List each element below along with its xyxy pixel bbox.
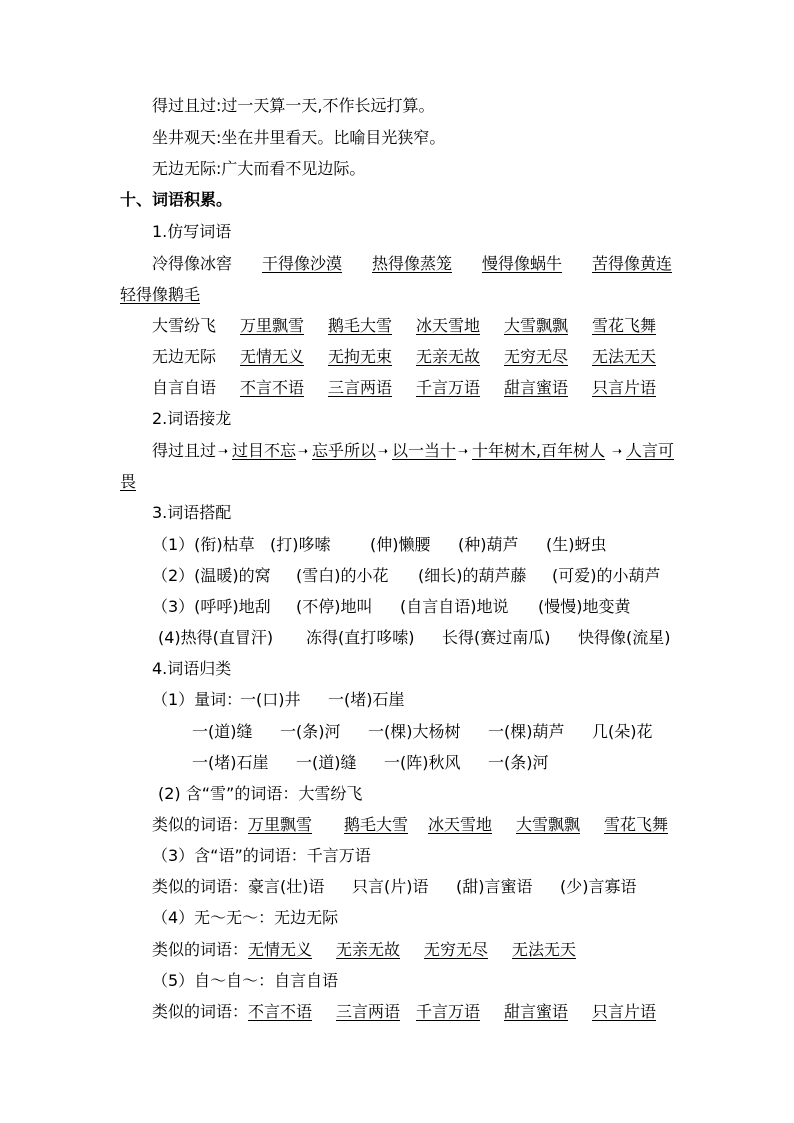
measure-word: 一(堵)石崖 bbox=[328, 690, 405, 709]
classify-q1-label: （1）量词： bbox=[152, 690, 243, 709]
answer-word: (少)言寡语 bbox=[560, 877, 637, 896]
arrow-icon: ➝ bbox=[378, 444, 389, 458]
measure-word: 一(阵)秋风 bbox=[384, 753, 461, 772]
answer-word: (甜)言蜜语 bbox=[456, 877, 533, 896]
similar-label: 类似的词语： bbox=[152, 1002, 249, 1021]
measure-word: 几(朵)花 bbox=[592, 722, 653, 741]
answer-word: 无穷无尽 bbox=[424, 940, 489, 959]
answer-word: 只言片语 bbox=[592, 378, 657, 397]
measure-word: 一(条)河 bbox=[280, 722, 341, 741]
answer-word: 甜言蜜语 bbox=[504, 378, 569, 397]
answer-word: 不言不语 bbox=[240, 378, 305, 397]
measure-word: 一(堵)石崖 bbox=[192, 753, 269, 772]
match-item: (种)葫芦 bbox=[458, 535, 519, 554]
match-item: (4)热得(直冒汗) bbox=[158, 628, 274, 647]
classify-q3-label: （3）含“语”的词语：千言万语 bbox=[152, 846, 371, 865]
answer-word: 雪花飞舞 bbox=[604, 815, 669, 834]
answer-word: 鹅毛大雪 bbox=[344, 815, 409, 834]
chain-word: 过目不忘 bbox=[232, 441, 297, 460]
chain-heading: 2.词语接龙 bbox=[152, 409, 232, 428]
measure-word: 一(口)井 bbox=[240, 690, 301, 709]
example-word: 无边无际 bbox=[152, 347, 217, 366]
measure-word: 一(道)缝 bbox=[192, 722, 253, 741]
match-item: (慢慢)地变黄 bbox=[538, 597, 631, 616]
arrow-icon: ➝ bbox=[298, 444, 309, 458]
section-title: 十、词语积累。 bbox=[120, 190, 233, 209]
answer-word: 千言万语 bbox=[416, 378, 481, 397]
similar-label: 类似的词语： bbox=[152, 877, 249, 896]
match-item: (可爱)的小葫芦 bbox=[552, 566, 661, 585]
arrow-icon: ➝ bbox=[218, 444, 229, 458]
answer-word: 豪言(壮)语 bbox=[248, 877, 325, 896]
match-item: (打)哆嗦 bbox=[270, 535, 331, 554]
chain-word: 十年树木,百年树人 bbox=[472, 441, 606, 460]
match-item: （1）(衔)枯草 bbox=[152, 535, 255, 554]
answer-word: 三言两语 bbox=[328, 378, 393, 397]
classify-heading: 4.词语归类 bbox=[152, 659, 232, 678]
answer-word: 只言片语 bbox=[592, 1002, 657, 1021]
imitate-heading: 1.仿写词语 bbox=[152, 222, 232, 241]
answer-word: 冰天雪地 bbox=[428, 815, 493, 834]
answer-word: 鹅毛大雪 bbox=[328, 316, 393, 335]
match-item: (细长)的葫芦藤 bbox=[418, 566, 527, 585]
idiom-text: 无边无际:广大而看不见边际。 bbox=[152, 159, 366, 178]
measure-word: 一(条)河 bbox=[488, 753, 549, 772]
match-item: （3）(呼呼)地刮 bbox=[152, 597, 271, 616]
idiom-text: 得过且过:过一天算一天,不作长远打算。 bbox=[152, 96, 435, 115]
example-word: 自言自语 bbox=[152, 378, 217, 397]
similar-label: 类似的词语： bbox=[152, 940, 249, 959]
answer-word: 干得像沙漠 bbox=[262, 254, 343, 273]
answer-word: 无亲无故 bbox=[416, 347, 481, 366]
answer-word: 只言(片)语 bbox=[352, 877, 429, 896]
answer-word: 三言两语 bbox=[336, 1002, 401, 1021]
answer-word: 热得像蒸笼 bbox=[372, 254, 453, 273]
example-word: 大雪纷飞 bbox=[152, 316, 217, 335]
match-heading: 3.词语搭配 bbox=[152, 503, 232, 522]
idiom-text: 坐井观天:坐在井里看天。比喻目光狭窄。 bbox=[152, 128, 446, 147]
answer-word: 甜言蜜语 bbox=[504, 1002, 569, 1021]
match-item: 冻得(直打哆嗦) bbox=[306, 628, 415, 647]
similar-label: 类似的词语： bbox=[152, 815, 249, 834]
answer-word: 大雪飘飘 bbox=[516, 815, 581, 834]
measure-word: 一(棵)大杨树 bbox=[368, 722, 461, 741]
classify-q5-label: （5）自～自～：自言自语 bbox=[152, 971, 339, 990]
answer-word: 不言不语 bbox=[248, 1002, 313, 1021]
answer-word: 万里飘雪 bbox=[240, 316, 305, 335]
measure-word: 一(道)缝 bbox=[296, 753, 357, 772]
measure-word: 一(棵)葫芦 bbox=[488, 722, 565, 741]
answer-word: 万里飘雪 bbox=[248, 815, 313, 834]
chain-word: 忘乎所以 bbox=[312, 441, 377, 460]
chain-word: 以一当十 bbox=[392, 441, 457, 460]
answer-word: 无法无天 bbox=[512, 940, 577, 959]
match-item: (自言自语)地说 bbox=[400, 597, 509, 616]
answer-word: 千言万语 bbox=[416, 1002, 481, 1021]
arrow-icon: ➝ bbox=[612, 444, 623, 458]
match-item: 长得(赛过南瓜) bbox=[442, 628, 551, 647]
answer-word: 无拘无束 bbox=[328, 347, 393, 366]
classify-q2-label: (2) 含“雪”的词语：大雪纷飞 bbox=[158, 784, 363, 803]
answer-word: 慢得像蜗牛 bbox=[482, 254, 563, 273]
answer-word: 冰天雪地 bbox=[416, 316, 481, 335]
answer-word: 轻得像鹅毛 bbox=[120, 285, 201, 304]
answer-word: 无法无天 bbox=[592, 347, 657, 366]
match-item: （2）(温暖)的窝 bbox=[152, 566, 271, 585]
answer-word: 大雪飘飘 bbox=[504, 316, 569, 335]
chain-word-tail: 畏 bbox=[120, 472, 137, 491]
match-item: 快得像(流星) bbox=[578, 628, 671, 647]
example-word: 冷得像冰窖 bbox=[152, 254, 233, 273]
answer-word: 雪花飞舞 bbox=[592, 316, 657, 335]
answer-word: 无情无义 bbox=[248, 940, 313, 959]
answer-word: 无情无义 bbox=[240, 347, 305, 366]
answer-word: 苦得像黄连 bbox=[592, 254, 673, 273]
answer-word: 无穷无尽 bbox=[504, 347, 569, 366]
match-item: (生)蚜虫 bbox=[546, 535, 607, 554]
classify-q4-label: （4）无～无～：无边无际 bbox=[152, 908, 339, 927]
chain-word: 人言可 bbox=[626, 441, 675, 460]
answer-word: 无亲无故 bbox=[336, 940, 401, 959]
chain-start-word: 得过且过 bbox=[152, 441, 217, 460]
match-item: (不停)地叫 bbox=[296, 597, 373, 616]
match-item: (伸)懒腰 bbox=[370, 535, 431, 554]
arrow-icon: ➝ bbox=[458, 444, 469, 458]
match-item: (雪白)的小花 bbox=[296, 566, 389, 585]
